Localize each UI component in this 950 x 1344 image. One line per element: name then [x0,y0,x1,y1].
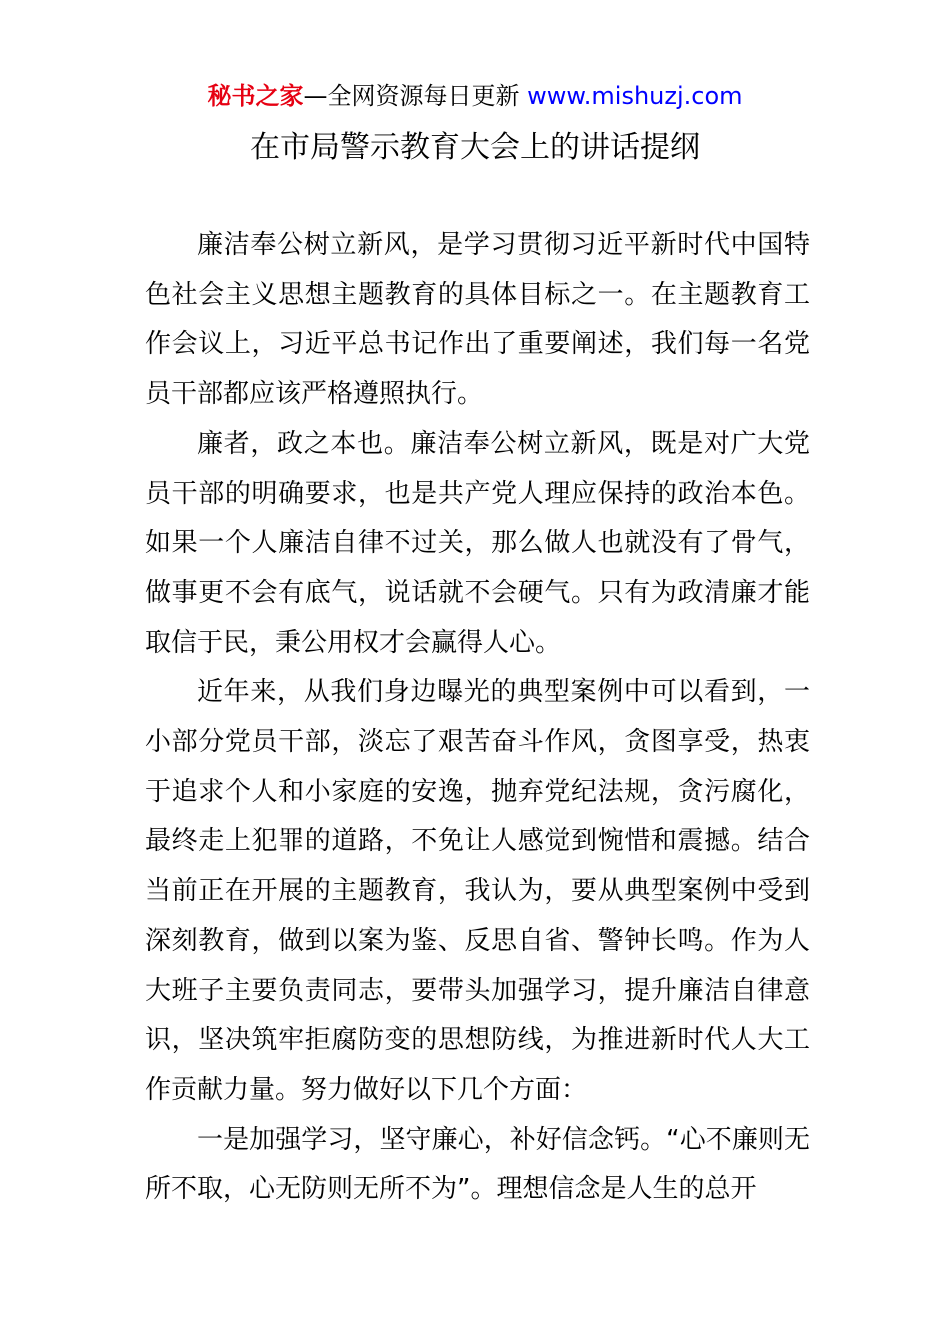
site-url-link[interactable]: www.mishuzj.com [527,82,743,110]
site-brand: 秘书之家 [207,82,304,110]
document-body [145,221,810,1215]
site-header [0,80,950,112]
paragraph-3: 近年来，从我们身边曝光的典型案例中可以看到，一小部分党员干部，淡忘了艰苦奋斗作风，贪图享受，热衷于追求个人和小家庭的安逸，抛弃党纪法规，贪污腐化，最终走上犯罪的道路，不免让人感觉到惋惜和震撼。结合当前正在开展的主题教育，我认为，要从典型案例中受到深刻教育，做到以案为鉴、反思自省、警钟长鸣。作为人大班子主要负责同志，要带头加强学习，提升廉洁自律意识，坚决筑牢拒腐防变的思想防线，为推进新时代人大工作贡献力量。努力做好以下几个方面： [145,677,810,1105]
document-title: 在市局警示教育大会上的讲话提纲 [250,130,700,165]
paragraph-1: 廉洁奉公树立新风，是学习贯彻习近平新时代中国特色社会主义思想主题教育的具体目标之一。在主题教育工作会议上，习近平总书记作出了重要阐述，我们每一名党员干部都应该严格遵照执行。 [145,230,810,410]
paragraph-2: 廉者，政之本也。廉洁奉公树立新风，既是对广大党员干部的明确要求，也是共产党人理应保持的政治本色。如果一个人廉洁自律不过关，那么做人也就没有了骨气，做事更不会有底气，说话就不会硬气。只有为政清廉才能取信于民，秉公用权才会赢得人心。 [145,428,810,658]
site-tagline: —全网资源每日更新 [303,82,528,110]
paragraph-4: 一是加强学习，坚守廉心，补好信念钙。“心不廉则无所不取，心无防则无所不为”。理想信念是人生的总开 [145,1124,810,1205]
